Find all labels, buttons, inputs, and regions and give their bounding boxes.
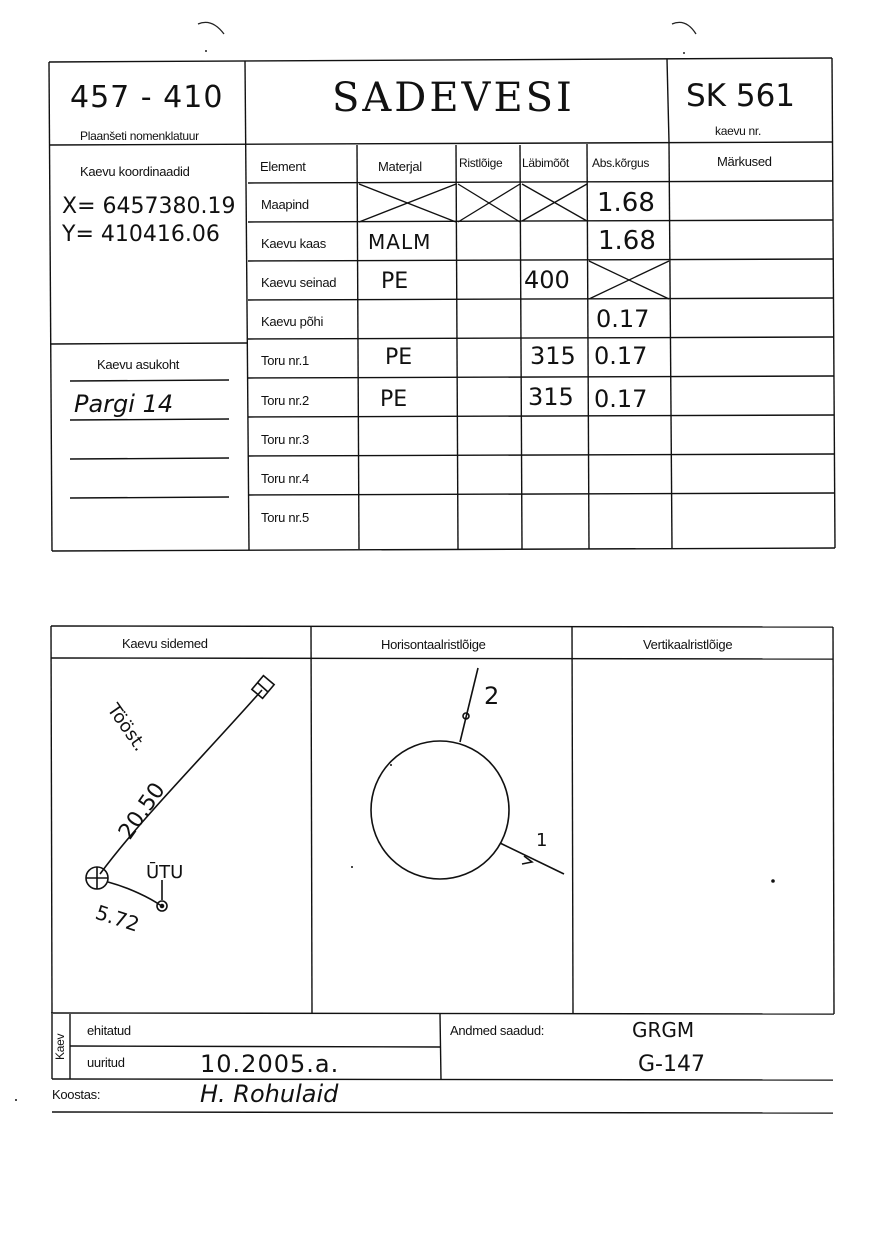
long-distance-label: 20.50 — [114, 778, 171, 845]
row-element: Kaevu põhi — [261, 314, 324, 329]
cell-diameter: 315 — [530, 342, 576, 370]
well-number-value: SK 561 — [686, 78, 796, 114]
cell-elevation: 0.17 — [594, 385, 648, 413]
cell-diameter: 315 — [528, 383, 574, 411]
cell-elevation: 1.68 — [597, 188, 655, 218]
compiled-label: Koostas: — [52, 1087, 101, 1102]
pipe-label-1: 1 — [536, 830, 548, 851]
surveyed-label: uuritud — [87, 1055, 125, 1070]
cell-elevation: 0.17 — [594, 342, 648, 370]
row-element: Maapind — [261, 197, 309, 212]
data-source-value-1: GRGM — [632, 1018, 695, 1042]
built-label: ehitatud — [87, 1023, 131, 1038]
row-element: Toru nr.5 — [261, 510, 309, 525]
row-element: Kaevu seinad — [261, 275, 337, 290]
sketch-header-horizontal: Horisontaalristlõige — [381, 637, 486, 652]
header-material: Materjal — [378, 159, 422, 174]
header-element: Element — [260, 159, 306, 174]
cell-material: PE — [385, 345, 413, 370]
location-value: Pargi 14 — [74, 390, 174, 418]
compiled-value: H. Rohulaid — [200, 1080, 339, 1108]
cell-material: PE — [380, 387, 408, 412]
row-element: Toru nr.1 — [261, 353, 309, 368]
coordinate-x: X= 6457380.19 — [62, 194, 236, 219]
cell-material: MALM — [368, 230, 432, 254]
data-source-label: Andmed saadud: — [450, 1023, 545, 1038]
cell-material: PE — [381, 269, 409, 294]
nomenclature-label: Plaanšeti nomenklatuur — [80, 129, 199, 143]
header-cross-section: Ristlõige — [459, 156, 503, 170]
well-label: Kaev — [53, 1033, 67, 1060]
cell-elevation: 0.17 — [596, 305, 650, 333]
row-element: Kaevu kaas — [261, 236, 326, 251]
short-distance-label: 5.72 — [92, 900, 143, 937]
row-element: Toru nr.2 — [261, 393, 309, 408]
coordinates-label: Kaevu koordinaadid — [80, 164, 190, 179]
sketch-header-ties: Kaevu sidemed — [122, 636, 208, 651]
header-diameter: Läbimõõt — [522, 156, 569, 170]
header-elevation: Abs.kõrgus — [592, 156, 650, 170]
form-title: SADEVESI — [332, 75, 575, 121]
nomenclature-value: 457 - 410 — [70, 80, 224, 115]
marker-label: ŪTU — [146, 862, 184, 883]
cell-diameter: 400 — [524, 266, 570, 294]
sketch-header-vertical: Vertikaalristlõige — [643, 637, 733, 652]
header-remarks: Märkused — [717, 154, 772, 169]
coordinate-y: Y= 410416.06 — [62, 222, 220, 247]
location-label: Kaevu asukoht — [97, 357, 180, 372]
street-label: Tööst. — [102, 700, 151, 756]
row-element: Toru nr.4 — [261, 471, 309, 486]
pipe-label-2: 2 — [484, 682, 500, 710]
cell-elevation: 1.68 — [598, 226, 656, 256]
row-element: Toru nr.3 — [261, 432, 309, 447]
well-number-label: kaevu nr. — [715, 124, 761, 138]
surveyed-value: 10.2005.a. — [200, 1050, 340, 1078]
data-source-value-2: G-147 — [638, 1052, 705, 1077]
